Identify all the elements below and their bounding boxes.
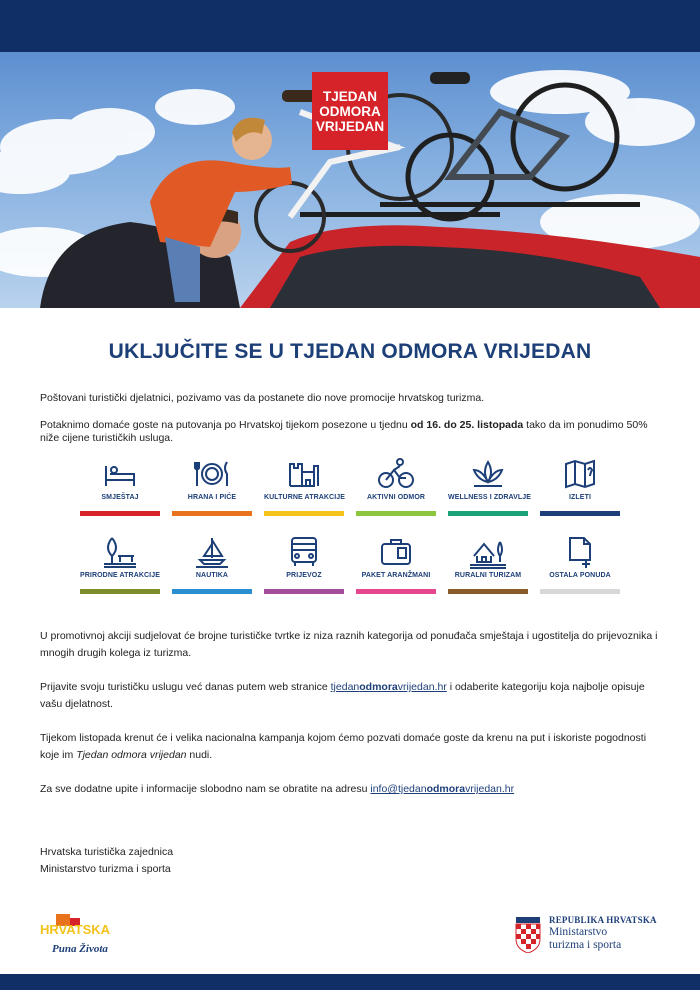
category-label: RURALNI TURIZAM (454, 572, 522, 579)
logo-line-1: TJEDAN (322, 88, 377, 104)
category-label: HRANA I PIĆE (187, 494, 237, 501)
coat-of-arms-icon (515, 917, 541, 953)
logo-line-2: ODMORA (319, 103, 381, 119)
category-color-bar (448, 511, 528, 516)
body-text: Za sve dodatne upite i informacije slobodno nam se obratite na adresu (40, 783, 371, 795)
category-color-bar (540, 589, 620, 594)
suitcase-icon (376, 534, 416, 570)
link-part: vrijedan.hr (397, 681, 447, 693)
logo-line-3: VRIJEDAN (315, 118, 385, 134)
bed-icon (100, 456, 140, 492)
body-paragraph-1: U promotivnoj akciji sudjelovat će brojne turističke tvrtke iz niza raznih kategorija od ponuđača smještaja i ugostitelja do prijevoznika i mnogih drugih kolega iz turizma. (40, 630, 658, 659)
signature-line-1: Hrvatska turistička zajednica (40, 846, 174, 858)
category-izleti (540, 456, 620, 516)
category-color-bar (172, 589, 252, 594)
cyclist-icon (376, 456, 416, 492)
body-text-end: nudi. (186, 749, 213, 761)
category-color-bar (264, 589, 344, 594)
intro-text-end: tako da im ponudimo 50% niže cijene turističkih usluga. (40, 419, 648, 444)
link-part: tjedan (330, 681, 360, 693)
rural-house-icon (468, 534, 508, 570)
category-label: NAUTIKA (195, 572, 229, 579)
lotus-icon (468, 456, 508, 492)
category-aktivni-odmor (356, 456, 436, 516)
croatia-logo-text: HRVATSKA (40, 922, 111, 937)
category-label: AKTIVNI ODMOR (366, 494, 426, 501)
campaign-logo (312, 72, 388, 150)
category-prirodne-atrakcije (80, 534, 160, 594)
plate-cutlery-icon (192, 456, 232, 492)
category-hrana-i-pice (172, 456, 252, 516)
category-color-bar (80, 511, 160, 516)
hero-photo (0, 52, 700, 308)
category-label: PRIJEVOZ (286, 572, 322, 579)
sailboat-icon (192, 534, 232, 570)
category-label: IZLETI (569, 494, 591, 501)
category-color-bar (448, 589, 528, 594)
category-color-bar (80, 589, 160, 594)
intro-text: Potaknimo domaće goste na putovanja po Hrvatskoj tijekom posezone u tjednu (40, 419, 411, 431)
category-color-bar (264, 511, 344, 516)
category-label: OSTALA PONUDA (549, 572, 611, 579)
ministry-name-2: turizma i sporta (549, 939, 622, 951)
category-label: KULTURNE ATRAKCIJE (264, 494, 346, 501)
category-kulturne-atrakcije (264, 456, 344, 516)
body-text-end: i odaberite kategoriju koja najbolje opisuje vašu djelatnost. (40, 681, 645, 710)
category-color-bar (356, 589, 436, 594)
email-link[interactable] (370, 783, 514, 795)
link-part-bold: odmora (426, 783, 466, 795)
signature-line-2: Ministarstvo turizma i sporta (40, 863, 171, 875)
category-color-bar (356, 511, 436, 516)
castle-icon (284, 456, 324, 492)
body-paragraph-2 (40, 679, 665, 713)
signature (40, 844, 173, 878)
tree-bench-icon (100, 534, 140, 570)
page-title: UKLJUČITE SE U TJEDAN ODMORA VRIJEDAN (108, 340, 592, 363)
category-nautika (172, 534, 252, 594)
document-plus-icon (560, 534, 600, 570)
category-ruralni-turizam (448, 534, 528, 594)
category-smjestaj (80, 456, 160, 516)
link-part: vrijedan.hr (465, 783, 515, 795)
category-paket-aranzmani (356, 534, 436, 594)
body-paragraph-3 (40, 730, 665, 764)
intro-paragraph-1: Poštovani turistički djelatnici, pozivamo vas da postanete dio nove promocije hrvatskog turizma. (40, 392, 485, 404)
ministry-country: REPUBLIKA HRVATSKA (549, 915, 657, 925)
croatia-tourism-logo (38, 910, 128, 960)
body-text: Tijekom listopada krenut će i velika nacionalna kampanja kojom ćemo pozvati domaće goste da krenu na put i iskoriste pogodnosti koje im (40, 732, 647, 761)
ministry-name-1: Ministarstvo (549, 926, 608, 938)
croatia-logo-tagline: Puna Života (52, 943, 108, 955)
category-color-bar (172, 511, 252, 516)
website-link[interactable] (331, 681, 447, 693)
category-label: WELLNESS I ZDRAVLJE (448, 494, 532, 501)
category-prijevoz (264, 534, 344, 594)
category-ostala-ponuda (540, 534, 620, 594)
link-part-bold: odmora (359, 681, 398, 693)
top-bar (0, 0, 700, 52)
croatia-logo-graphic (38, 910, 128, 960)
category-label: SMJEŠTAJ (101, 494, 139, 501)
intro-paragraph-2 (40, 419, 665, 445)
body-text: Prijavite svoju turističku uslugu već danas putem web stranice (40, 681, 331, 693)
category-wellness (448, 456, 532, 516)
date-range: od 16. do 25. listopada (410, 419, 524, 431)
campaign-name: Tjedan odmora vrijedan (76, 749, 187, 761)
body-paragraph-4 (40, 781, 665, 798)
link-part: info@tjedan (370, 783, 427, 795)
category-label: PAKET ARANŽMANI (361, 572, 431, 579)
bottom-bar (0, 974, 700, 990)
category-color-bar (540, 511, 620, 516)
ministry-logo (515, 915, 665, 955)
map-icon (560, 456, 600, 492)
category-label: PRIRODNE ATRAKCIJE (80, 572, 160, 579)
bus-icon (284, 534, 324, 570)
